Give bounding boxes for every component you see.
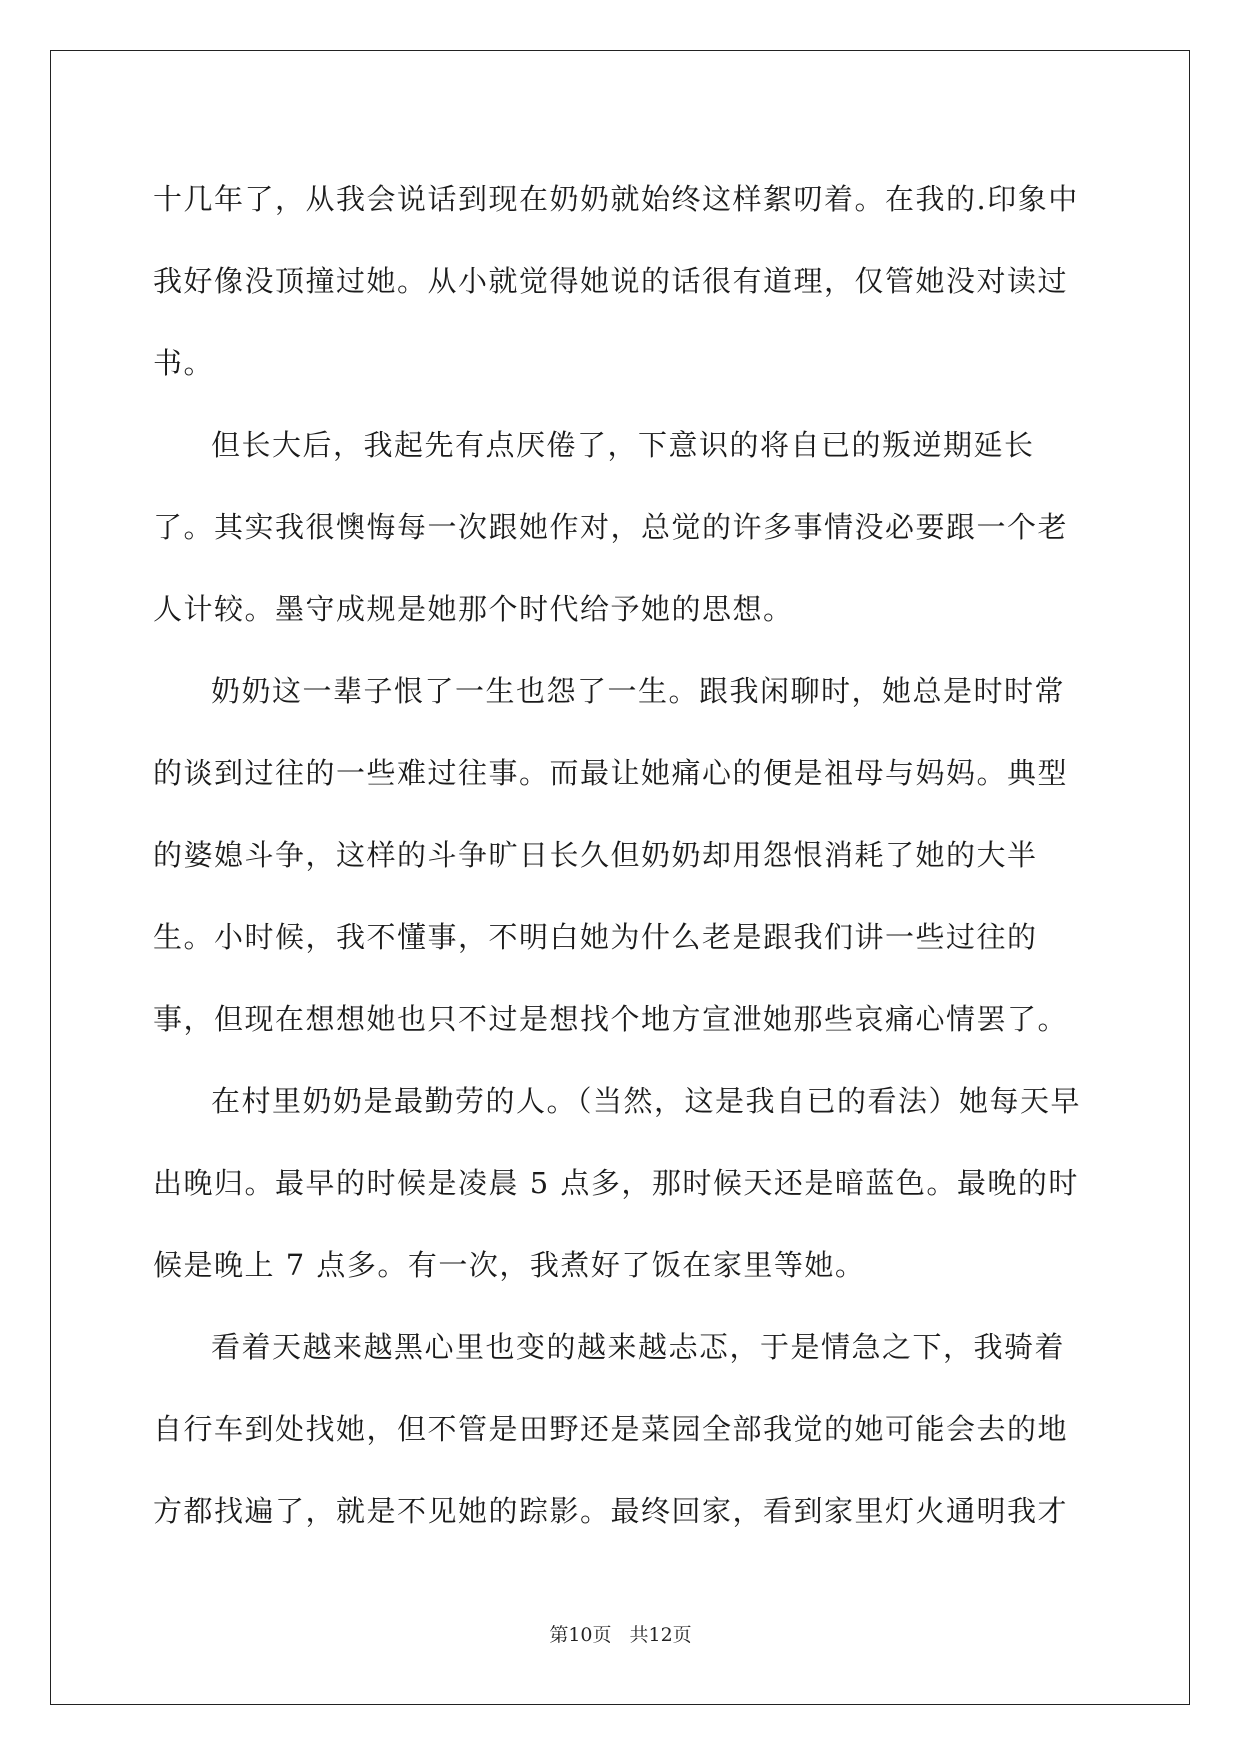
paragraph-4: 在村里奶奶是最勤劳的人。（当然，这是我自已的看法）她每天早出晚归。最早的时候是凌晨 5 点多，那时候天还是暗蓝色。最晚的时候是晚上 7 点多。有一次，我煮好了饭在家里等她。: [153, 1084, 1082, 1282]
paragraph-5: 看着天越来越黑心里也变的越来越忐忑，于是情急之下，我骑着自行车到处找她，但不管是田野还是菜园全部我觉的她可能会去的地方都找遍了，就是不见她的踪影。最终回家，看到家里灯火通明我才: [153, 1330, 1069, 1528]
paragraph-1: 十几年了，从我会说话到现在奶奶就始终这样絮叨着。在我的.印象中我好像没顶撞过她。从小就觉得她说的话很有道理，仅管她没对读过书。: [153, 182, 1079, 380]
page-total: 共12页: [629, 1624, 692, 1646]
document-body: [153, 158, 1088, 1552]
page-footer: [0, 1620, 1241, 1647]
page-number: 第10页: [549, 1624, 612, 1646]
paragraph-3: 奶奶这一辈子恨了一生也怨了一生。跟我闲聊时，她总是时时常的谈到过往的一些难过往事。而最让她痛心的便是祖母与妈妈。典型的婆媳斗争，这样的斗争旷日长久但奶奶却用怨恨消耗了她的大半生。小时候，我不懂事，不明白她为什么老是跟我们讲一些过往的事，但现在想想她也只不过是想找个地方宣泄她那些哀痛心情罢了。: [153, 674, 1069, 1036]
paragraph-2: 但长大后，我起先有点厌倦了，下意识的将自已的叛逆期延长了。其实我很懊悔每一次跟她作对，总觉的许多事情没必要跟一个老人计较。墨守成规是她那个时代给予她的思想。: [153, 428, 1069, 626]
